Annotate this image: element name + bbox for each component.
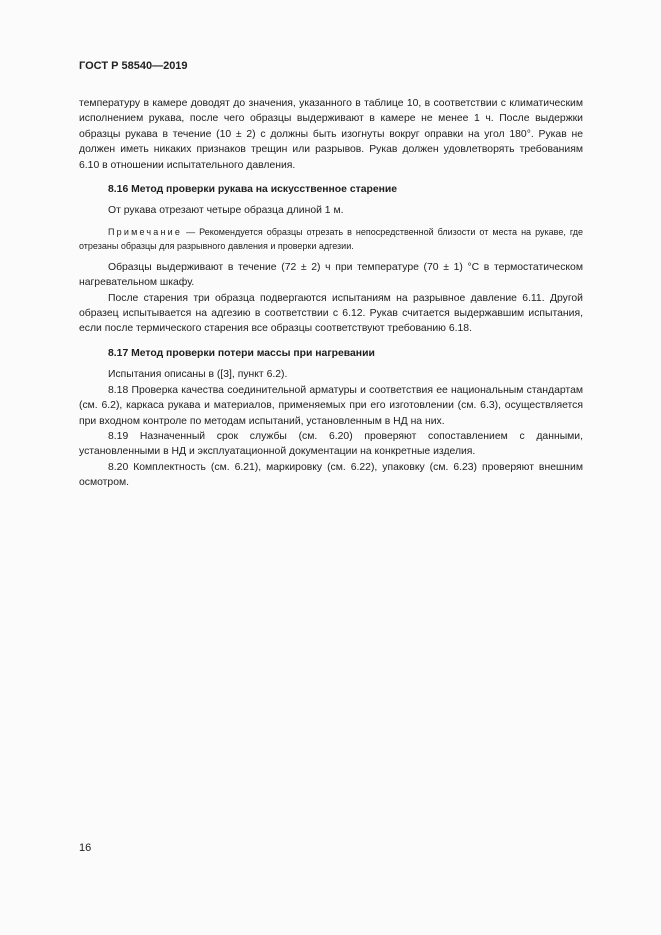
paragraph-8-16-results: После старения три образца подвергаются испытаниям на разрывное давление 6.11. Другой образец испытывается на адгезию в соответствии с 6.12. Рукав считается выдержавшим испытания, если после термического старения все образцы соответствуют требованию 6.18.: [79, 292, 583, 335]
paragraph-8-16-conditions: Образцы выдерживают в течение (72 ± 2) ч при температуре (70 ± 1) °С в термостатическом нагревательном шкафу.: [79, 261, 583, 289]
document-header: [79, 60, 188, 72]
note-text: — Рекомендуется образцы отрезать в непосредственной близости от места на рукаве, где отрезаны образцы для разрывного давления и проверки адгезии.: [79, 226, 583, 251]
page-number: 16: [79, 842, 92, 854]
document-body: [79, 96, 583, 491]
paragraph-8-16-samples: От рукава отрезают четыре образца длиной 1 м.: [108, 205, 344, 217]
section-heading-8-16: 8.16 Метод проверки рукава на искусственное старение: [108, 184, 398, 196]
note-8-16: [79, 225, 583, 253]
paragraph-8-18: 8.18 Проверка качества соединительной арматуры и соответствия ее национальным стандартам (см. 6.2), каркаса рукава и материалов, применяемых при его изготовлении (см. 6.3), осуществляется при входном контроле по методам испытаний, установленным в НД на них.: [79, 384, 583, 427]
paragraph-8-17: Испытания описаны в ([3], пункт 6.2).: [108, 369, 288, 381]
paragraph-intro: температуру в камере доводят до значения, указанного в таблице 10, в соответствии с климатическим исполнением рукава, после чего образцы выдерживают в камере не менее 1 ч. После выдержки образцы рукава в течение (10 ± 2) с должны быть изогнуты вокруг оправки на угол 180°. Рукав не должен иметь никаких признаков трещин или разрывов. Рукав должен удовлетворять требованиям 6.10 в отношении испытательного давления.: [79, 98, 583, 171]
standard-id: ГОСТ Р 58540—2019: [79, 60, 188, 72]
paragraph-8-20: 8.20 Комплектность (см. 6.21), маркировку (см. 6.22), упаковку (см. 6.23) проверяют внешним осмотром.: [79, 461, 583, 489]
section-heading-8-17: 8.17 Метод проверки потери массы при нагревании: [108, 347, 375, 359]
note-label: Примечание: [108, 226, 183, 237]
paragraph-8-19: 8.19 Назначенный срок службы (см. 6.20) проверяют сопоставлением с данными, установленными в НД и эксплуатационной документации на конкретные изделия.: [79, 430, 583, 458]
